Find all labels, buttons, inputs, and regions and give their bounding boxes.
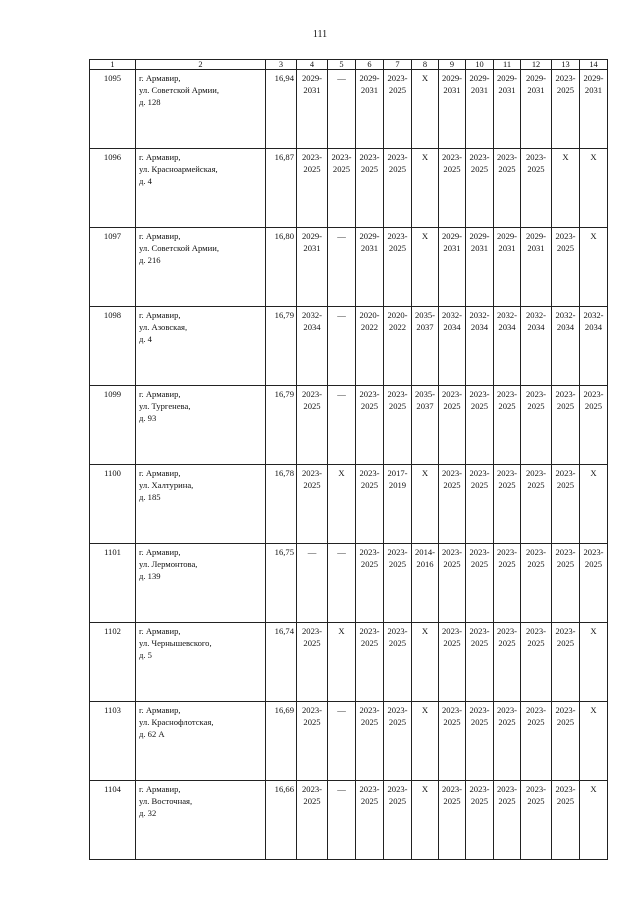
address-line: г. Армавир,	[139, 389, 181, 399]
address-line: г. Армавир,	[139, 73, 181, 83]
year-cell: X	[552, 149, 580, 228]
address-line: г. Армавир,	[139, 547, 181, 557]
year-cell: 2023- 2025	[521, 702, 552, 781]
value-cell: 16,80	[266, 228, 297, 307]
address-line: д. 5	[139, 650, 152, 660]
year-cell: 2023- 2025	[552, 544, 580, 623]
year-cell: 2032- 2034	[552, 307, 580, 386]
year-cell: 2023- 2025	[552, 70, 580, 149]
year-cell: 2032- 2034	[439, 307, 466, 386]
year-cell: 2029- 2031	[521, 228, 552, 307]
year-cell: 2023- 2025	[297, 781, 328, 860]
address-line: ул. Азовская,	[139, 322, 188, 332]
year-cell: 2023- 2025	[356, 702, 384, 781]
address-line: ул. Чернышевского,	[139, 638, 212, 648]
year-cell: 2023- 2025	[552, 228, 580, 307]
year-cell: 2023- 2025	[439, 781, 466, 860]
column-header: 8	[412, 60, 439, 70]
year-cell: —	[328, 307, 356, 386]
year-cell: 2035- 2037	[412, 386, 439, 465]
year-cell: 2029- 2031	[356, 70, 384, 149]
year-cell: 2023- 2025	[466, 781, 494, 860]
year-cell: 2014- 2016	[412, 544, 439, 623]
address-cell	[136, 70, 266, 149]
address-line: д. 32	[139, 808, 157, 818]
address-line: д. 62 А	[139, 729, 165, 739]
year-cell: 2032- 2034	[580, 307, 608, 386]
address-cell	[136, 307, 266, 386]
row-number: 1098	[90, 307, 136, 386]
year-cell: 2029- 2031	[494, 70, 521, 149]
year-cell: 2023- 2025	[297, 702, 328, 781]
address-line: г. Армавир,	[139, 626, 181, 636]
address-cell	[136, 386, 266, 465]
year-cell: 2023- 2025	[297, 149, 328, 228]
year-cell: 2023- 2025	[521, 465, 552, 544]
row-number: 1103	[90, 702, 136, 781]
column-header: 11	[494, 60, 521, 70]
year-cell: 2023- 2025	[356, 386, 384, 465]
value-cell: 16,66	[266, 781, 297, 860]
year-cell: 2023- 2025	[552, 386, 580, 465]
table-row	[90, 465, 608, 544]
value-cell: 16,79	[266, 307, 297, 386]
year-cell: 2020- 2022	[356, 307, 384, 386]
year-cell: 2023- 2025	[552, 702, 580, 781]
table-row	[90, 386, 608, 465]
address-line: ул. Красноармейская,	[139, 164, 218, 174]
year-cell: X	[412, 149, 439, 228]
year-cell: 2023- 2025	[466, 149, 494, 228]
year-cell: 2029- 2031	[439, 70, 466, 149]
table-row	[90, 781, 608, 860]
table-row	[90, 623, 608, 702]
address-cell	[136, 623, 266, 702]
column-header: 2	[136, 60, 266, 70]
year-cell: X	[580, 781, 608, 860]
address-line: д. 4	[139, 176, 152, 186]
year-cell: 2032- 2034	[297, 307, 328, 386]
value-cell: 16,94	[266, 70, 297, 149]
address-line: ул. Советской Армии,	[139, 243, 219, 253]
address-cell	[136, 702, 266, 781]
year-cell: 2023- 2025	[494, 781, 521, 860]
year-cell: X	[412, 465, 439, 544]
year-cell: —	[328, 781, 356, 860]
year-cell: 2023- 2025	[384, 228, 412, 307]
table-body	[90, 60, 608, 860]
year-cell: 2029- 2031	[466, 228, 494, 307]
year-cell: X	[328, 465, 356, 544]
year-cell: 2023- 2025	[328, 149, 356, 228]
year-cell: 2023- 2025	[521, 623, 552, 702]
value-cell: 16,69	[266, 702, 297, 781]
year-cell: —	[328, 544, 356, 623]
column-header: 13	[552, 60, 580, 70]
year-cell: X	[328, 623, 356, 702]
year-cell: —	[328, 228, 356, 307]
year-cell: 2023- 2025	[439, 623, 466, 702]
year-cell: 2023- 2025	[439, 149, 466, 228]
value-cell: 16,79	[266, 386, 297, 465]
year-cell: 2023- 2025	[356, 465, 384, 544]
year-cell: 2023- 2025	[297, 623, 328, 702]
address-line: д. 185	[139, 492, 161, 502]
year-cell: 2029- 2031	[466, 70, 494, 149]
column-header: 14	[580, 60, 608, 70]
row-number: 1102	[90, 623, 136, 702]
year-cell: 2029- 2031	[297, 70, 328, 149]
row-number: 1095	[90, 70, 136, 149]
year-cell: 2023- 2025	[494, 465, 521, 544]
address-cell	[136, 228, 266, 307]
year-cell: 2023- 2025	[494, 386, 521, 465]
column-header: 4	[297, 60, 328, 70]
year-cell: X	[412, 702, 439, 781]
address-line: г. Армавир,	[139, 468, 181, 478]
year-cell: 2023- 2025	[384, 386, 412, 465]
year-cell: X	[580, 465, 608, 544]
address-line: ул. Халтурина,	[139, 480, 194, 490]
year-cell: 2023- 2025	[356, 149, 384, 228]
table-row	[90, 70, 608, 149]
year-cell: X	[580, 149, 608, 228]
column-header: 5	[328, 60, 356, 70]
address-line: д. 128	[139, 97, 161, 107]
year-cell: 2023- 2025	[494, 702, 521, 781]
year-cell: 2023- 2025	[466, 623, 494, 702]
address-cell	[136, 465, 266, 544]
year-cell: 2023- 2025	[466, 465, 494, 544]
year-cell: X	[412, 623, 439, 702]
year-cell: 2023- 2025	[521, 386, 552, 465]
column-header: 12	[521, 60, 552, 70]
year-cell: 2020- 2022	[384, 307, 412, 386]
year-cell: 2023- 2025	[521, 781, 552, 860]
address-line: д. 139	[139, 571, 161, 581]
year-cell: 2032- 2034	[494, 307, 521, 386]
year-cell: 2023- 2025	[356, 781, 384, 860]
year-cell: 2032- 2034	[466, 307, 494, 386]
address-line: г. Армавир,	[139, 152, 181, 162]
year-cell: X	[580, 228, 608, 307]
address-line: ул. Краснофлотская,	[139, 717, 214, 727]
year-cell: 2023- 2025	[439, 544, 466, 623]
year-cell: 2023- 2025	[466, 386, 494, 465]
year-cell: 2023- 2025	[494, 149, 521, 228]
address-line: д. 93	[139, 413, 157, 423]
year-cell: 2023- 2025	[466, 702, 494, 781]
year-cell: 2029- 2031	[439, 228, 466, 307]
column-header: 9	[439, 60, 466, 70]
year-cell: 2023- 2025	[439, 702, 466, 781]
year-cell: 2023- 2025	[384, 781, 412, 860]
year-cell: 2023- 2025	[494, 544, 521, 623]
address-line: г. Армавир,	[139, 784, 181, 794]
year-cell: 2029- 2031	[494, 228, 521, 307]
address-line: ул. Тургенева,	[139, 401, 191, 411]
year-cell: 2023- 2025	[521, 544, 552, 623]
column-header: 1	[90, 60, 136, 70]
header-row	[90, 60, 608, 70]
year-cell: 2023- 2025	[552, 465, 580, 544]
address-cell	[136, 544, 266, 623]
year-cell: 2023- 2025	[384, 149, 412, 228]
year-cell: 2023- 2025	[297, 386, 328, 465]
address-line: д. 4	[139, 334, 152, 344]
row-number: 1100	[90, 465, 136, 544]
address-line: д. 216	[139, 255, 161, 265]
row-number: 1096	[90, 149, 136, 228]
year-cell: 2023- 2025	[439, 386, 466, 465]
year-cell: 2023- 2025	[384, 70, 412, 149]
address-cell	[136, 781, 266, 860]
year-cell: 2023- 2025	[384, 544, 412, 623]
table-row	[90, 307, 608, 386]
table-row	[90, 228, 608, 307]
year-cell: 2023- 2025	[466, 544, 494, 623]
column-header: 7	[384, 60, 412, 70]
year-cell: 2029- 2031	[297, 228, 328, 307]
column-header: 3	[266, 60, 297, 70]
row-number: 1097	[90, 228, 136, 307]
year-cell: X	[580, 702, 608, 781]
year-cell: 2023- 2025	[580, 386, 608, 465]
year-cell: 2023- 2025	[580, 544, 608, 623]
year-cell: X	[412, 781, 439, 860]
year-cell: 2023- 2025	[384, 623, 412, 702]
address-line: г. Армавир,	[139, 705, 181, 715]
year-cell: —	[297, 544, 328, 623]
year-cell: X	[580, 623, 608, 702]
year-cell: X	[412, 228, 439, 307]
column-header: 6	[356, 60, 384, 70]
year-cell: 2023- 2025	[494, 623, 521, 702]
year-cell: 2023- 2025	[439, 465, 466, 544]
row-number: 1104	[90, 781, 136, 860]
row-number: 1101	[90, 544, 136, 623]
address-line: ул. Лермонтова,	[139, 559, 198, 569]
year-cell: 2023- 2025	[384, 702, 412, 781]
data-table	[89, 59, 608, 860]
year-cell: 2029- 2031	[521, 70, 552, 149]
year-cell: 2023- 2025	[356, 544, 384, 623]
year-cell: 2035- 2037	[412, 307, 439, 386]
year-cell: 2023- 2025	[552, 781, 580, 860]
row-number: 1099	[90, 386, 136, 465]
address-line: ул. Советской Армии,	[139, 85, 219, 95]
page-number: 111	[312, 29, 328, 40]
value-cell: 16,78	[266, 465, 297, 544]
year-cell: 2017- 2019	[384, 465, 412, 544]
year-cell: 2029- 2031	[356, 228, 384, 307]
year-cell: —	[328, 702, 356, 781]
address-line: г. Армавир,	[139, 310, 181, 320]
year-cell: X	[412, 70, 439, 149]
table-row	[90, 149, 608, 228]
column-header: 10	[466, 60, 494, 70]
year-cell: 2023- 2025	[297, 465, 328, 544]
table-row	[90, 544, 608, 623]
year-cell: 2023- 2025	[552, 623, 580, 702]
address-line: г. Армавир,	[139, 231, 181, 241]
value-cell: 16,87	[266, 149, 297, 228]
value-cell: 16,75	[266, 544, 297, 623]
year-cell: 2032- 2034	[521, 307, 552, 386]
year-cell: 2029- 2031	[580, 70, 608, 149]
table-row	[90, 702, 608, 781]
year-cell: —	[328, 386, 356, 465]
year-cell: 2023- 2025	[521, 149, 552, 228]
year-cell: —	[328, 70, 356, 149]
year-cell: 2023- 2025	[356, 623, 384, 702]
value-cell: 16,74	[266, 623, 297, 702]
address-cell	[136, 149, 266, 228]
address-line: ул. Восточная,	[139, 796, 193, 806]
